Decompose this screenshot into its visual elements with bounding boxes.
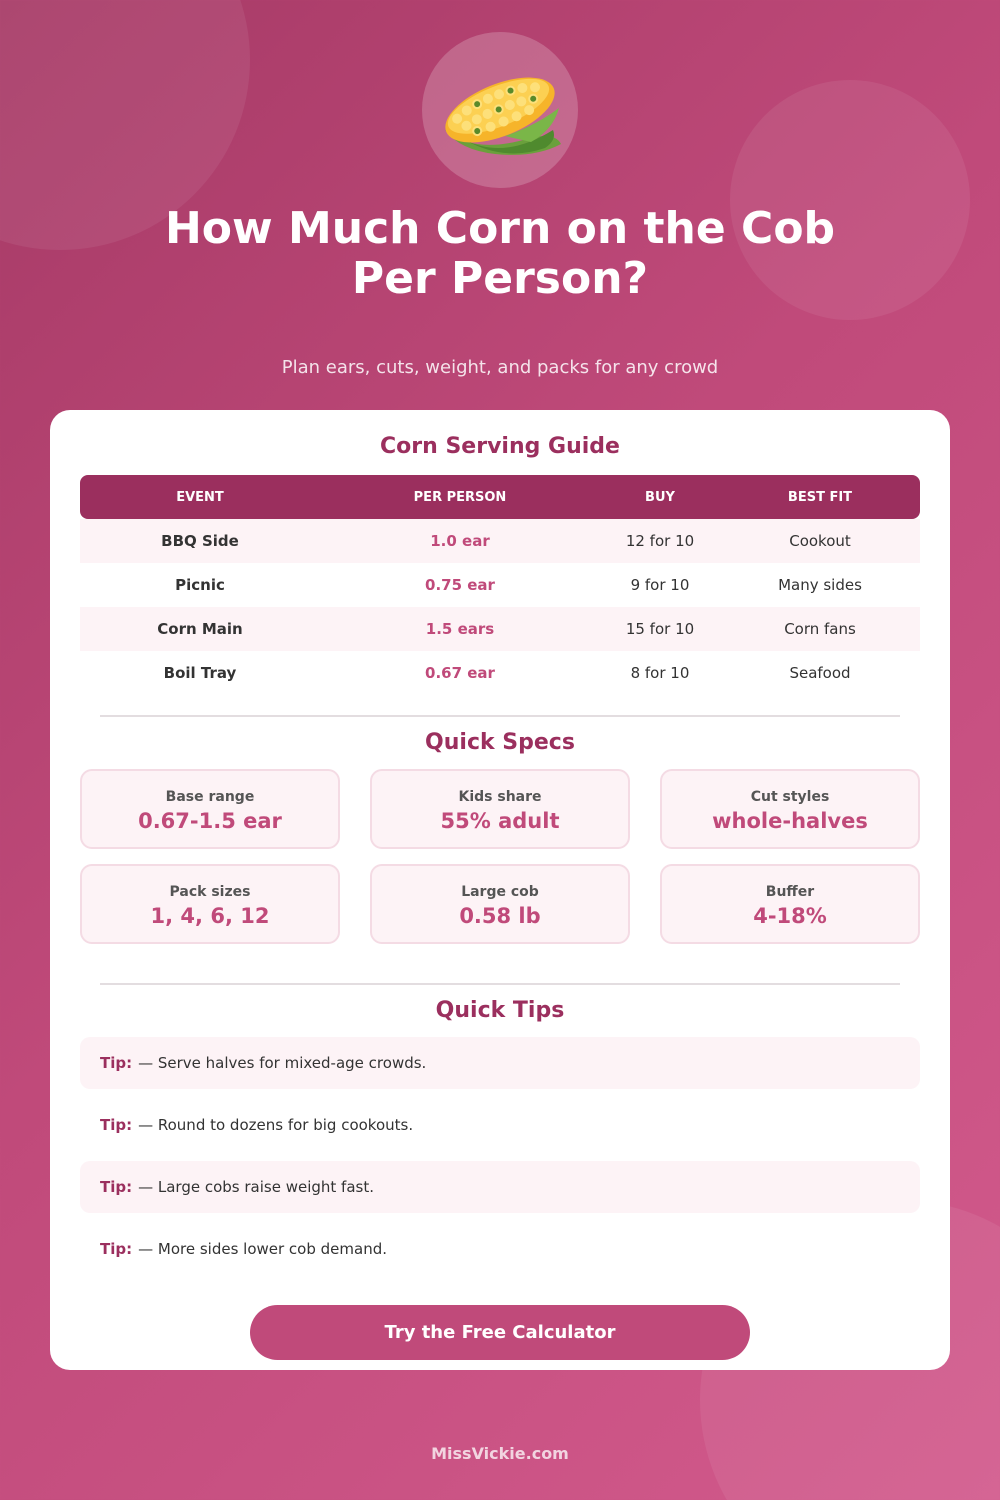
table-row (80, 519, 920, 563)
cell-buy: 9 for 10 (630, 576, 690, 594)
content-card (50, 410, 950, 1370)
cell-event: BBQ Side (161, 532, 239, 550)
spec-card (660, 864, 920, 944)
spec-value: 4-18% (753, 904, 827, 928)
table-header (80, 475, 920, 519)
footer-brand: MissVickie.com (431, 1444, 569, 1463)
spec-label: Base range (165, 789, 255, 805)
spec-value: 0.67-1.5 ear (138, 809, 282, 833)
column-header-buy: BUY (645, 489, 675, 505)
table-row (80, 651, 920, 695)
cell-event: Corn Main (157, 620, 243, 638)
column-header-best-fit: BEST FIT (787, 489, 853, 505)
cell-buy: 15 for 10 (625, 620, 695, 638)
corn-cob-icon (435, 60, 565, 160)
page-title-line1: How Much Corn on the Cob (164, 203, 836, 254)
cell-per-person: 0.67 ear (425, 664, 495, 682)
serving-guide-table (80, 475, 920, 695)
cell-best-fit: Many sides (778, 576, 862, 594)
cell-best-fit: Cookout (789, 532, 851, 550)
column-header-event: EVENT (176, 489, 224, 505)
spec-label: Pack sizes (169, 884, 251, 900)
spec-label: Large cob (461, 884, 539, 900)
column-header-per-person: PER PERSON (413, 489, 507, 505)
table-row (80, 563, 920, 607)
tip-text: — More sides lower cob demand. (138, 1240, 387, 1258)
spec-value: 0.58 lb (459, 904, 541, 928)
spec-label: Cut styles (750, 789, 830, 805)
cell-buy: 12 for 10 (625, 532, 695, 550)
specs-title: Quick Specs (425, 730, 575, 755)
cell-event: Boil Tray (163, 664, 237, 682)
tip-text: — Large cobs raise weight fast. (138, 1178, 374, 1196)
hero-icon-badge (422, 32, 578, 188)
spec-value: 1, 4, 6, 12 (150, 904, 270, 928)
tip-label: Tip: (100, 1116, 133, 1134)
tip-item (80, 1161, 920, 1213)
spec-card (80, 864, 340, 944)
spec-value: whole-halves (712, 809, 868, 833)
cell-best-fit: Seafood (789, 664, 851, 682)
tip-label: Tip: (100, 1240, 133, 1258)
tip-text: — Round to dozens for big cookouts. (138, 1116, 414, 1134)
tip-text: — Serve halves for mixed-age crowds. (138, 1054, 427, 1072)
cell-per-person: 0.75 ear (425, 576, 495, 594)
tip-label: Tip: (100, 1178, 133, 1196)
tips-title: Quick Tips (435, 998, 565, 1023)
spec-card (80, 769, 340, 849)
cell-per-person: 1.0 ear (430, 532, 490, 550)
spec-card (370, 864, 630, 944)
spec-label: Kids share (458, 789, 542, 805)
tip-label: Tip: (100, 1054, 133, 1072)
section-divider (100, 715, 900, 717)
spec-label: Buffer (765, 884, 815, 900)
page-title-line2: Per Person? (351, 253, 649, 304)
cell-buy: 8 for 10 (630, 664, 690, 682)
spec-card (660, 769, 920, 849)
free-calculator-button[interactable]: Try the Free Calculator (250, 1305, 750, 1360)
cell-per-person: 1.5 ears (425, 620, 495, 638)
tip-item (80, 1037, 920, 1089)
page-subtitle: Plan ears, cuts, weight, and packs for any crowd (281, 357, 719, 378)
page-title (100, 204, 900, 304)
tip-item (80, 1099, 920, 1151)
tip-item (80, 1223, 920, 1275)
spec-value: 55% adult (440, 809, 560, 833)
cell-event: Picnic (175, 576, 225, 594)
guide-title: Corn Serving Guide (380, 434, 620, 459)
cell-best-fit: Corn fans (784, 620, 856, 638)
spec-card (370, 769, 630, 849)
table-row (80, 607, 920, 651)
section-divider (100, 983, 900, 985)
